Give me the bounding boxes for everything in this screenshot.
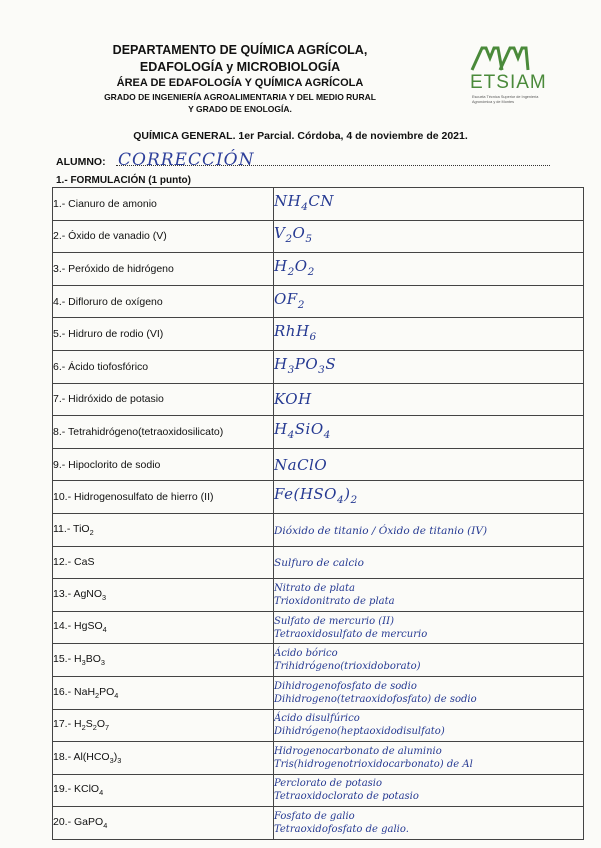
answer-cell	[274, 611, 584, 644]
question-cell	[53, 676, 274, 709]
table-row	[53, 676, 584, 709]
table-row	[53, 644, 584, 677]
answer-name: Ácido disulfúrico	[274, 713, 360, 725]
answer-name-alt: Tris(hidrogenotrioxidocarbonato) de Al	[274, 758, 473, 770]
answer-cell	[274, 383, 584, 416]
question-label: 7.- Hidróxido de potasio	[53, 393, 164, 406]
question-cell	[53, 513, 274, 546]
answer-formula: $V_2O_5$	[274, 224, 313, 246]
answer-name: Dióxido de titanio / Óxido de titanio (IV)	[274, 524, 488, 537]
answer-name: Sulfuro de calcio	[274, 557, 364, 570]
question-cell	[53, 611, 274, 644]
answer-cell	[274, 253, 584, 286]
question-label: 5.- Hidruro de rodio (VI)	[53, 328, 164, 341]
table-row	[53, 285, 584, 318]
answer-cell	[274, 481, 584, 514]
answer-cell	[274, 579, 584, 612]
answer-name-alt: Tetraoxidosulfato de mercurio	[274, 628, 428, 640]
table-row	[53, 709, 584, 742]
table-row	[53, 611, 584, 644]
question-label: 18.- $Al(HCO_3)_3$	[53, 750, 122, 765]
question-label: 3.- Peróxido de hidrógeno	[53, 262, 174, 275]
table-row	[53, 807, 584, 840]
question-cell	[53, 383, 274, 416]
question-cell	[53, 318, 274, 351]
exam-title: QUÍMICA GENERAL. 1er Parcial. Córdoba, 4 de noviembre de 2021.	[133, 130, 468, 142]
question-label: 1.- Cianuro de amonio	[53, 197, 157, 210]
header-line-3: ÁREA DE EDAFOLOGÍA Y QUÍMICA AGRÍCOLA	[116, 77, 364, 89]
student-name: CORRECCIÓN	[118, 150, 255, 170]
answer-name: Hidrogenocarbonato de aluminio	[274, 745, 442, 757]
answer-cell	[274, 774, 584, 807]
logo-brand: ETSIAM	[470, 72, 547, 93]
answer-name: Ácido bórico	[274, 648, 338, 660]
question-label: 17.- $H_2S_2O_7$	[53, 718, 110, 733]
question-label: 11.- TiO$_2$	[53, 522, 94, 537]
question-cell	[53, 742, 274, 775]
question-label: 6.- Ácido tiofosfórico	[53, 360, 149, 373]
table-row	[53, 579, 584, 612]
question-cell	[53, 546, 274, 579]
table-row	[53, 774, 584, 807]
table-row	[53, 416, 584, 449]
question-cell	[53, 448, 274, 481]
formulation-table	[52, 187, 584, 840]
header-line-1: DEPARTAMENTO DE QUÍMICA AGRÍCOLA,	[112, 43, 368, 57]
header-line-5: Y GRADO DE ENOLOGÍA.	[188, 104, 292, 114]
answer-cell	[274, 807, 584, 840]
answer-cell	[274, 188, 584, 221]
answer-formula: $H_2O_2$	[274, 256, 315, 278]
question-cell	[53, 188, 274, 221]
question-cell	[53, 285, 274, 318]
table-row	[53, 318, 584, 351]
question-cell	[53, 774, 274, 807]
logo-subtitle: Escuela Técnica Superior de Ingeniería Agronómica y de Montes	[472, 95, 539, 104]
answer-name-alt: Tetraoxidoclorato de potasio	[274, 791, 419, 803]
table-row	[53, 383, 584, 416]
table-row	[53, 350, 584, 383]
department-header	[0, 42, 480, 115]
table-row	[53, 481, 584, 514]
header-line-4: GRADO DE INGENIERÍA AGROALIMENTARIA Y DEL MEDIO RURAL	[104, 92, 376, 102]
answer-name-alt: Tetraoxidofosfato de galio.	[274, 824, 409, 836]
question-label: 10.- Hidrogenosulfato de hierro (II)	[53, 491, 214, 504]
answer-cell	[274, 676, 584, 709]
logo-mark-icon	[470, 44, 530, 72]
question-label: 9.- Hipoclorito de sodio	[53, 458, 161, 471]
answer-cell	[274, 350, 584, 383]
answer-cell	[274, 513, 584, 546]
answer-formula: $OF_2$	[274, 289, 305, 311]
question-cell	[53, 253, 274, 286]
question-label: 14.- HgSO$_4$	[53, 620, 107, 635]
student-line	[56, 150, 550, 168]
question-label: 13.- AgNO$_3$	[53, 587, 107, 602]
question-label: 15.- $H_3BO_3$	[53, 653, 105, 668]
answer-formula: RhH$_6$	[274, 322, 317, 344]
answer-name: Sulfato de mercurio (II)	[274, 615, 394, 627]
question-cell	[53, 644, 274, 677]
question-label: 2.- Óxido de vanadio (V)	[53, 230, 167, 243]
question-cell	[53, 579, 274, 612]
question-cell	[53, 709, 274, 742]
answer-cell	[274, 318, 584, 351]
question-label: 4.- Difloruro de oxígeno	[53, 295, 163, 308]
answer-formula: $NH_4CN$	[274, 191, 335, 213]
answer-cell	[274, 448, 584, 481]
answer-name: Dihidrogenofosfato de sodio	[274, 680, 417, 692]
student-label: ALUMNO:	[56, 156, 106, 168]
question-cell	[53, 807, 274, 840]
table-row	[53, 188, 584, 221]
question-cell	[53, 220, 274, 253]
question-label: 19.- KClO$_4$	[53, 783, 104, 798]
answer-name-alt: Dihidrógeno(heptaoxidodisulfato)	[274, 726, 445, 738]
answer-cell	[274, 709, 584, 742]
answer-cell	[274, 220, 584, 253]
question-label: 8.- Tetrahidrógeno(tetraoxidosilicato)	[53, 425, 224, 438]
answer-cell	[274, 546, 584, 579]
table-row	[53, 742, 584, 775]
answer-cell	[274, 416, 584, 449]
answer-formula: NaClO	[274, 455, 328, 474]
etsiam-logo	[468, 44, 548, 104]
answer-name: Fosfato de galio	[274, 811, 355, 823]
table-row	[53, 513, 584, 546]
answer-name: Perclorato de potasio	[274, 778, 383, 790]
answer-name-alt: Trihidrógeno(trioxidoborato)	[274, 661, 421, 673]
table-row	[53, 546, 584, 579]
answer-formula: $H_4SiO_4$	[274, 419, 331, 441]
answer-name-alt: Dihidrogeno(tetraoxidofosfato) de sodio	[274, 693, 477, 705]
question-label: 16.- $NaH_2PO_4$	[53, 685, 119, 700]
question-cell	[53, 481, 274, 514]
answer-formula: $Fe(HSO_4)_2$	[274, 485, 358, 507]
section-title: 1.- FORMULACIÓN (1 punto)	[56, 175, 191, 186]
answer-name-alt: Trioxidonitrato de plata	[274, 595, 395, 607]
answer-cell	[274, 742, 584, 775]
question-cell	[53, 350, 274, 383]
answer-cell	[274, 285, 584, 318]
question-cell	[53, 416, 274, 449]
table-row	[53, 253, 584, 286]
answer-formula: $H_3PO_3S$	[274, 354, 337, 376]
question-label: 12.- CaS	[53, 556, 95, 569]
question-label: 20.- GaPO$_4$	[53, 816, 108, 831]
answer-cell	[274, 644, 584, 677]
header-line-2: EDAFOLOGÍA y MICROBIOLOGÍA	[139, 60, 341, 74]
table-row	[53, 220, 584, 253]
table-row	[53, 448, 584, 481]
answer-name: Nitrato de plata	[274, 582, 355, 594]
answer-formula: KOH	[274, 390, 312, 409]
